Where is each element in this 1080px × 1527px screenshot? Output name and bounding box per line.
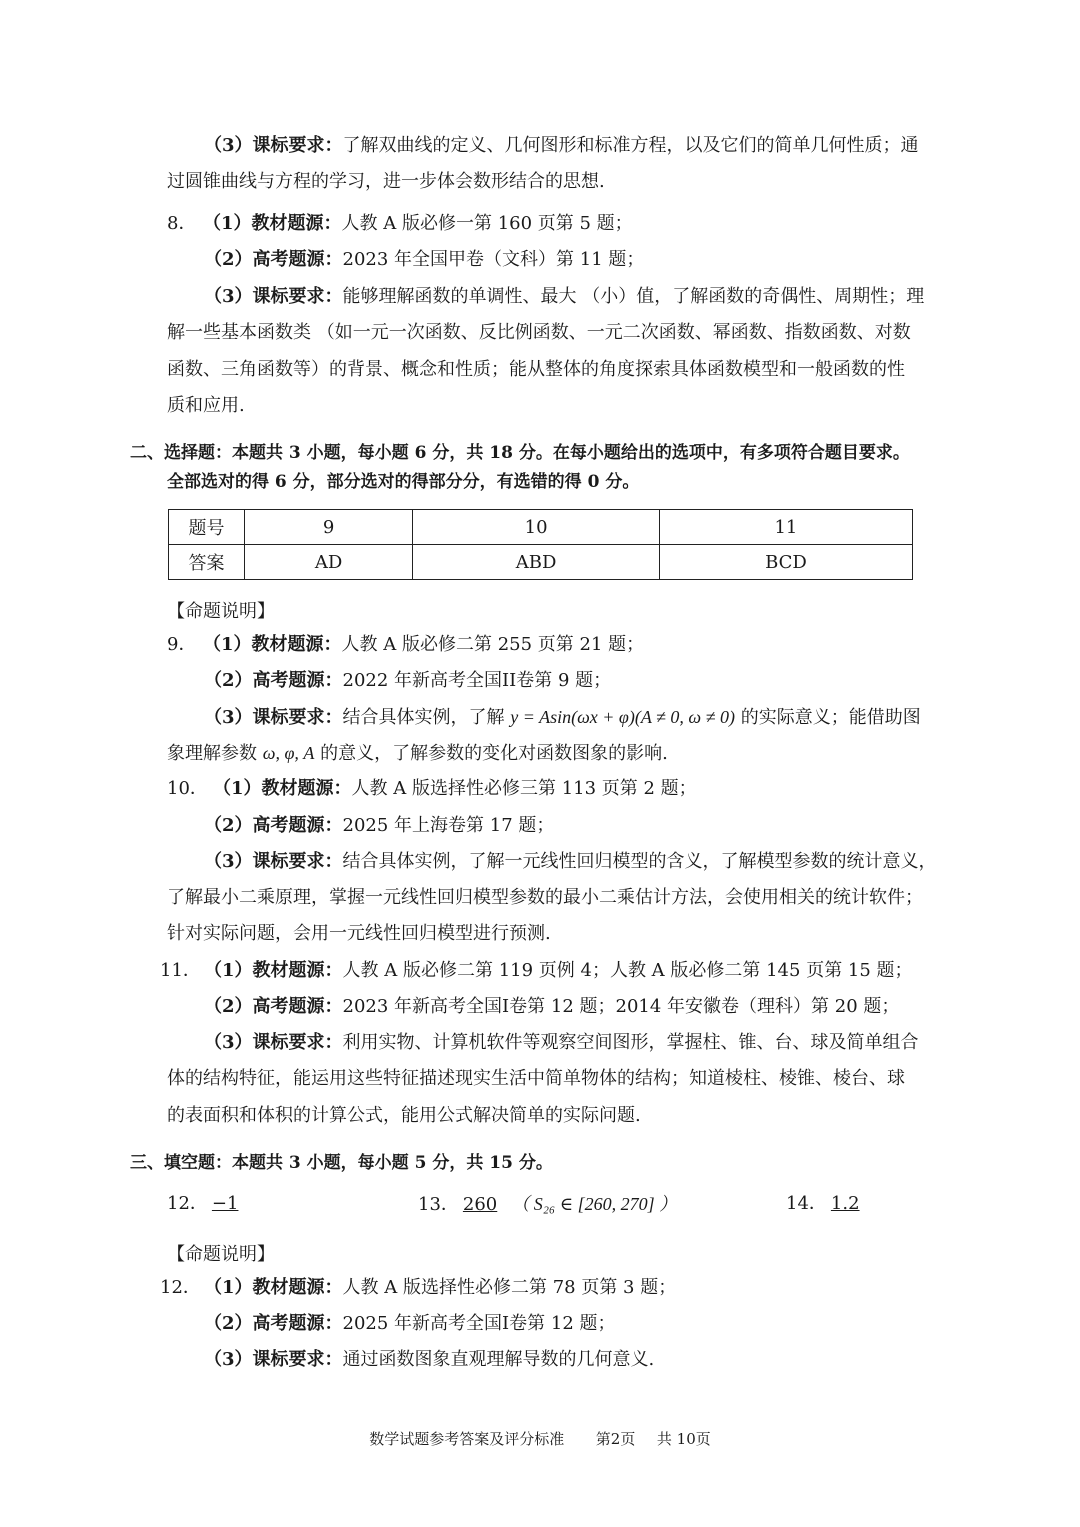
- page-footer: [0, 1428, 1080, 1449]
- text: 能够理解函数的单调性、最大 （小）值，了解函数的奇偶性、周期性；理: [342, 286, 925, 307]
- table-header-cell: 答案: [169, 545, 245, 580]
- answer-13: [418, 1192, 677, 1217]
- table-header-cell: 题号: [169, 510, 245, 545]
- q10-line1: [167, 777, 697, 801]
- text: 过圆锥曲线与方程的学习，进一步体会数形结合的思想.: [167, 171, 605, 192]
- answer-value: 260: [462, 1194, 498, 1215]
- q8-line2: [204, 248, 644, 272]
- table-cell: 10: [413, 510, 660, 545]
- text: 2025 年新高考全国I卷第 12 题；: [342, 1313, 616, 1334]
- text: 2023 年新高考全国I卷第 12 题；2014 年安徽卷（理科）第 20 题；: [342, 996, 900, 1017]
- q9-line2: [204, 669, 611, 693]
- footer-page: 第2页: [595, 1430, 636, 1448]
- text: 利用实物、计算机软件等观察空间图形，掌握柱、锥、台、球及简单组合: [342, 1032, 919, 1053]
- q10-line3: [204, 850, 937, 874]
- text: 人教 A 版选择性必修三第 113 页第 2 题；: [351, 778, 697, 799]
- question-number: 10．: [167, 778, 208, 799]
- label: （3）课标要求：: [204, 1349, 343, 1370]
- answer-12: [167, 1192, 242, 1216]
- q11-line5: [167, 1104, 641, 1128]
- label: （1）教材题源：: [203, 213, 342, 234]
- answer-note: （ S₂₆ ∈ [260, 270] ）: [511, 1194, 678, 1214]
- label: （3）课标要求：: [204, 286, 343, 307]
- section2-title-line2: 全部选对的得 6 分，部分选对的得部分分，有选错的得 0 分。: [167, 472, 640, 492]
- q8-line1: [167, 212, 633, 236]
- footer-total: 共 10页: [656, 1430, 711, 1448]
- q11-line2: [204, 995, 899, 1019]
- answer-14: [786, 1192, 864, 1216]
- label: （1）教材题源：: [203, 634, 342, 655]
- question-number: 12．: [160, 1277, 201, 1298]
- question-number: 8．: [167, 213, 197, 234]
- label: （2）高考题源：: [204, 815, 343, 836]
- q9-line4: [167, 741, 668, 766]
- q11-line3: [204, 1031, 919, 1055]
- question-number: 11．: [160, 960, 201, 981]
- text: 人教 A 版必修二第 119 页例 4；人教 A 版必修二第 145 页第 15 题；: [342, 960, 913, 981]
- label: （3）课标要求：: [204, 1032, 343, 1053]
- table-cell: AD: [245, 545, 413, 580]
- text: 针对实际问题，会用一元线性回归模型进行预测.: [167, 923, 551, 944]
- q9-line1: [167, 633, 644, 657]
- text: 质和应用.: [167, 395, 245, 416]
- text: 2022 年新高考全国II卷第 9 题；: [342, 670, 612, 691]
- label: （2）高考题源：: [204, 1313, 343, 1334]
- answer-value: 1.2: [830, 1193, 860, 1214]
- q10-line2: [204, 814, 554, 838]
- table-cell: BCD: [659, 545, 912, 580]
- q10-line4: [167, 886, 923, 910]
- section2-note-title: 【命题说明】: [167, 601, 275, 622]
- top-p3-line2: [167, 170, 605, 194]
- text: 人教 A 版必修二第 255 页第 21 题；: [341, 634, 645, 655]
- section3-note-title: 【命题说明】: [167, 1244, 275, 1265]
- answer-table: [168, 509, 913, 580]
- text: 通过函数图象直观理解导数的几何意义.: [342, 1349, 655, 1370]
- section2-title-line1: 二、选择题：本题共 3 小题，每小题 6 分，共 18 分。在每小题给出的选项中，有多项符合题目要求。: [130, 443, 910, 463]
- text: 了解双曲线的定义、几何图形和标准方程，以及它们的简单几何性质；通: [342, 135, 919, 156]
- table-cell: 11: [659, 510, 912, 545]
- q10-line5: [167, 922, 551, 946]
- label: （1）教材题源：: [204, 960, 343, 981]
- q8-line5: [167, 358, 905, 382]
- q8-line3: [204, 285, 924, 309]
- q12-line2: [204, 1312, 616, 1336]
- q11-line1: [160, 959, 913, 983]
- text: 体的结构特征，能运用这些特征描述现实生活中简单物体的结构；知道棱柱、棱锥、棱台、球: [167, 1068, 905, 1089]
- question-number: 9．: [167, 634, 197, 655]
- text: 人教 A 版选择性必修二第 78 页第 3 题；: [342, 1277, 677, 1298]
- label: （1）教材题源：: [213, 778, 352, 799]
- formula: y = Asin(ωx + φ)(A ≠ 0, ω ≠ 0): [510, 707, 735, 727]
- q12-line1: [160, 1276, 676, 1300]
- footer-title: 数学试题参考答案及评分标准: [369, 1430, 565, 1448]
- table-cell: 9: [245, 510, 413, 545]
- label: （3）课标要求：: [204, 135, 343, 156]
- section3-title: 三、填空题：本题共 3 小题，每小题 5 分，共 15 分。: [130, 1153, 553, 1173]
- answer-number: 14．: [786, 1193, 827, 1214]
- text: 的意义，了解参数的变化对函数图象的影响.: [314, 743, 668, 764]
- text: 结合具体实例，了解: [342, 707, 511, 728]
- label: （2）高考题源：: [204, 670, 343, 691]
- text: 了解最小二乘原理，掌握一元线性回归模型参数的最小二乘估计方法，会使用相关的统计软件；: [167, 887, 923, 908]
- q11-line4: [167, 1067, 905, 1091]
- text: 的表面积和体积的计算公式，能用公式解决简单的实际问题.: [167, 1105, 641, 1126]
- label: （3）课标要求：: [204, 851, 343, 872]
- q9-line3: [204, 705, 921, 730]
- table-row: [169, 545, 913, 580]
- label: （1）教材题源：: [204, 1277, 343, 1298]
- answer-number: 12．: [167, 1193, 208, 1214]
- formula: ω, φ, A: [262, 743, 315, 763]
- q8-line4: [167, 321, 911, 345]
- answer-number: 13．: [418, 1194, 459, 1215]
- text: 2025 年上海卷第 17 题；: [342, 815, 555, 836]
- text: 象理解参数: [167, 743, 263, 764]
- top-p3-line1: [204, 134, 919, 158]
- text: 人教 A 版必修一第 160 页第 5 题；: [341, 213, 633, 234]
- table-row: [169, 510, 913, 545]
- label: （3）课标要求：: [204, 707, 343, 728]
- text: 的实际意义；能借助图: [735, 707, 921, 728]
- table-cell: ABD: [413, 545, 660, 580]
- label: （2）高考题源：: [204, 996, 343, 1017]
- answer-value: −1: [211, 1193, 239, 1214]
- q12-line3: [204, 1348, 654, 1372]
- q8-line6: [167, 394, 245, 418]
- label: （2）高考题源：: [204, 249, 343, 270]
- text: 函数、三角函数等）的背景、概念和性质；能从整体的角度探索具体函数模型和一般函数的性: [167, 359, 905, 380]
- text: 解一些基本函数类 （如一元一次函数、反比例函数、一元二次函数、幂函数、指数函数、对数: [167, 322, 911, 343]
- text: 结合具体实例，了解一元线性回归模型的含义，了解模型参数的统计意义，: [342, 851, 937, 872]
- text: 2023 年全国甲卷（文科）第 11 题；: [342, 249, 645, 270]
